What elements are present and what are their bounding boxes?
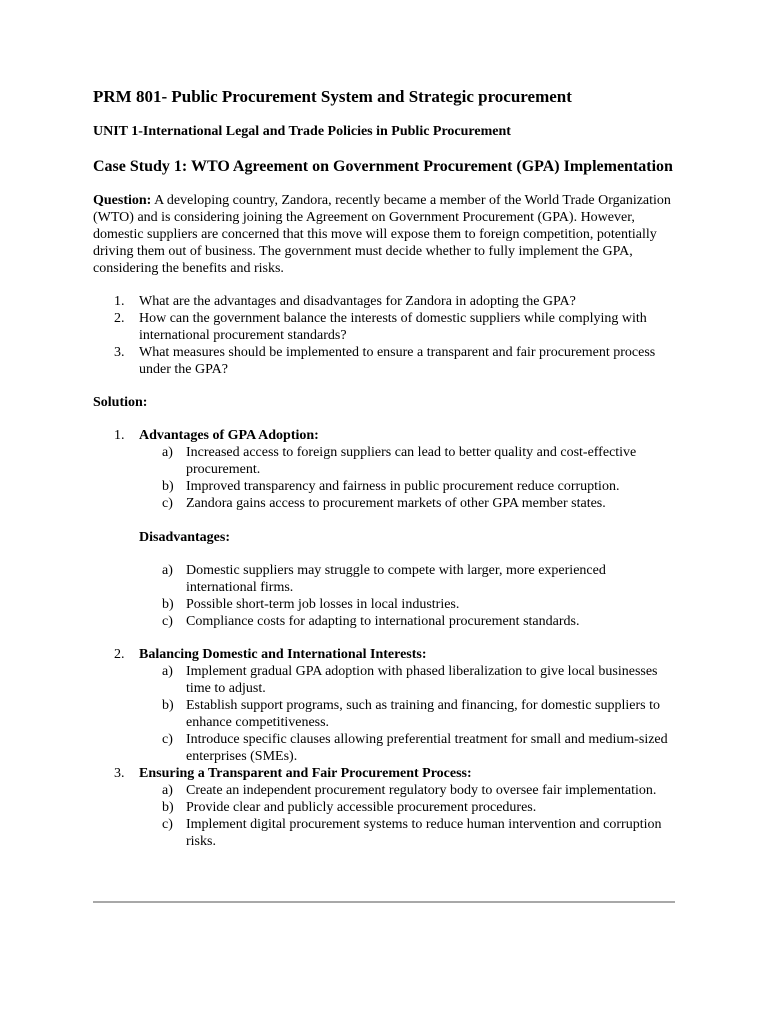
document-page [93,86,675,850]
list-letter: a) [162,445,173,460]
question-label: Question: [93,193,152,208]
disadvantages-list [139,562,675,630]
list-item [139,478,675,495]
solution-item-3 [93,765,675,850]
question-paragraph [93,192,675,277]
list-letter: c) [162,614,173,629]
list-letter: b) [162,698,174,713]
solution-list [93,427,675,850]
list-text: Establish support programs, such as training and financing, for domestic suppliers to enhance competitiveness. [186,698,660,730]
list-text: Zandora gains access to procurement markets of other GPA member states. [186,496,606,511]
list-text: Implement digital procurement systems to reduce human intervention and corruption risks. [186,817,662,849]
list-text: Create an independent procurement regulatory body to oversee fair implementation. [186,783,657,798]
list-text: What are the advantages and disadvantages for Zandora in adopting the GPA? [139,294,576,309]
list-number: 1. [114,428,125,443]
list-letter: c) [162,732,173,747]
question-text: A developing country, Zandora, recently became a member of the World Trade Organization (WTO) and is considering joining the Agreement on Government Procurement (GPA). However, domestic suppliers are concerned that this move will expose them to foreign competition, potentially driving them out of business. The government must decide whether to fully implement the GPA, considering the benefits and risks. [93,193,671,276]
list-text: Compliance costs for adapting to international procurement standards. [186,614,580,629]
list-text: Domestic suppliers may struggle to compete with larger, more experienced international firms. [186,563,606,595]
list-item [139,444,675,478]
list-number: 3. [114,345,125,360]
list-letter: a) [162,783,173,798]
list-item [139,663,675,697]
advantages-list [139,444,675,512]
transparency-list [139,782,675,850]
disadvantages-label: Disadvantages: [139,530,231,545]
list-text: Improved transparency and fairness in public procurement reduce corruption. [186,479,620,494]
list-letter: b) [162,597,174,612]
solution-heading: Advantages of GPA Adoption: [139,428,319,443]
list-letter: b) [162,479,174,494]
list-item [139,799,675,816]
list-text: What measures should be implemented to ensure a transparent and fair procurement process under the GPA? [139,345,656,377]
list-number: 1. [114,294,125,309]
solution-item-1 [93,427,675,630]
list-letter: c) [162,496,173,511]
list-number: 2. [114,647,125,662]
unit-title: UNIT 1-International Legal and Trade Policies in Public Procurement [93,124,511,139]
list-letter: c) [162,817,173,832]
list-item [139,697,675,731]
horizontal-rule [93,901,675,903]
solution-item-2 [93,646,675,765]
list-text: Possible short-term job losses in local industries. [186,597,460,612]
list-item [139,495,675,512]
list-text: Provide clear and publicly accessible procurement procedures. [186,800,537,815]
solution-heading: Balancing Domestic and International Interests: [139,647,427,662]
list-item [139,816,675,850]
list-number: 2. [114,311,125,326]
list-letter: a) [162,563,173,578]
list-number: 3. [114,766,125,781]
course-title: PRM 801- Public Procurement System and Strategic procurement [93,87,572,106]
list-text: Implement gradual GPA adoption with phased liberalization to give local businesses time to adjust. [186,664,658,696]
list-text: Increased access to foreign suppliers can lead to better quality and cost-effective procurement. [186,445,637,477]
solution-heading: Ensuring a Transparent and Fair Procurement Process: [139,766,472,781]
list-text: Introduce specific clauses allowing preferential treatment for small and medium-sized enterprises (SMEs). [186,732,668,764]
list-item [93,310,675,344]
list-item [93,344,675,378]
list-item [139,596,675,613]
list-item [139,782,675,799]
list-item [139,613,675,630]
list-letter: a) [162,664,173,679]
list-item [139,562,675,596]
list-text: How can the government balance the interests of domestic suppliers while complying with international procurement standards? [139,311,647,343]
case-study-title: Case Study 1: WTO Agreement on Government Procurement (GPA) Implementation [93,158,673,175]
question-list [93,293,675,378]
list-item [139,731,675,765]
balancing-list [139,663,675,765]
list-item [93,293,675,310]
list-letter: b) [162,800,174,815]
solution-label: Solution: [93,395,148,410]
